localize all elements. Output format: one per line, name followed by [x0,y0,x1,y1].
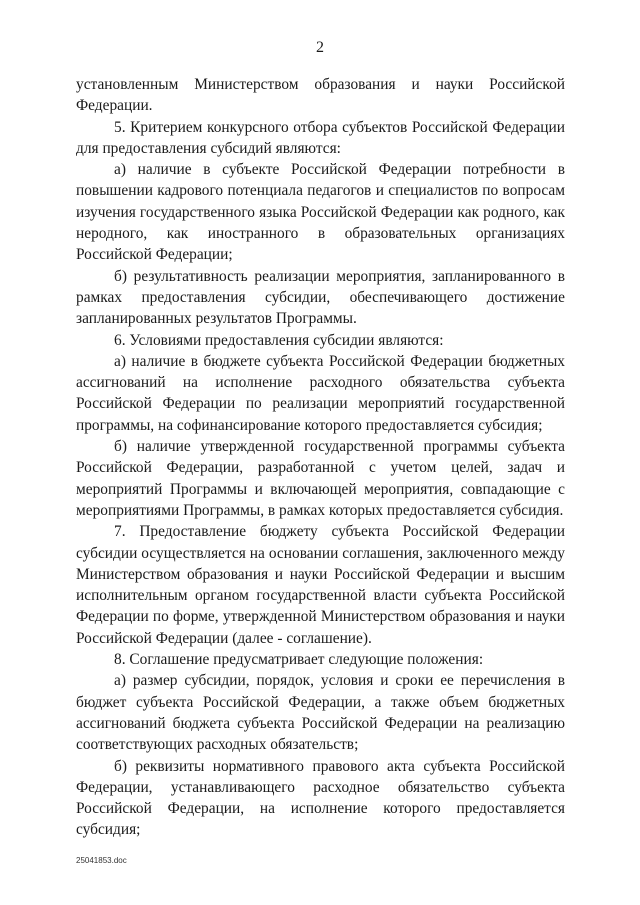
paragraph-clause-7: 7. Предоставление бюджету субъекта Российской Федерации субсидии осуществляется на основании соглашения, заключенного между Министерством образования и науки Российской Федерации и высшим исполнительным органом государственной власти субъекта Российской Федерации по форме, утвержденной Министерством образования и науки Российской Федерации (далее - соглашение). [76,523,565,647]
paragraph-clause-8a: а) размер субсидии, порядок, условия и сроки ее перечисления в бюджет субъекта Российской Федерации, а также объем бюджетных ассигнований бюджета субъекта Российской Федерации на реализацию соответствующих расходных обязательств; [76,672,565,754]
paragraph-clause-5a: а) наличие в субъекте Российской Федерации потребности в повышении кадрового потенциала педагогов и специалистов по вопросам изучения государственного языка Российской Федерации как родного, как неродного, как иностранного в образовательных организациях Российской Федерации; [76,161,565,264]
paragraph-clause-8b: б) реквизиты нормативного правового акта субъекта Российской Федерации, устанавливающего расходное обязательство субъекта Российской Федерации, на исполнение которого предоставляется субсидия; [76,757,565,839]
paragraph-clause-5b: б) результативность реализации мероприятия, запланированного в рамках предоставления субсидии, обеспечивающего достижение запланированных результатов Программы. [76,267,565,328]
paragraph-clause-8: 8. Соглашение предусматривает следующие положения: [114,651,484,669]
page-number: 2 [316,39,324,56]
document-body [76,74,565,841]
document-file-id: 25041853.doc [76,856,127,865]
paragraph-clause-6: 6. Условиями предоставления субсидии являются: [114,331,444,349]
paragraph-clause-6a: а) наличие в бюджете субъекта Российской Федерации бюджетных ассигнований на исполнение расходного обязательства субъекта Российской Федерации по реализации мероприятий государственной программы, на софинансирование которого предоставляется субсидия; [76,352,565,434]
paragraph-clause-5: 5. Критерием конкурсного отбора субъектов Российской Федерации для предоставления субсидий являются: [76,118,565,157]
paragraph-continuation: установленным Министерством образования и науки Российской Федерации. [76,76,565,115]
paragraph-clause-6b: б) наличие утвержденной государственной программы субъекта Российской Федерации, разработанной с учетом целей, задач и мероприятий Программы и включающей мероприятия, совпадающие с мероприятиями Программы, в рамках которых предоставляется субсидия. [76,438,565,519]
